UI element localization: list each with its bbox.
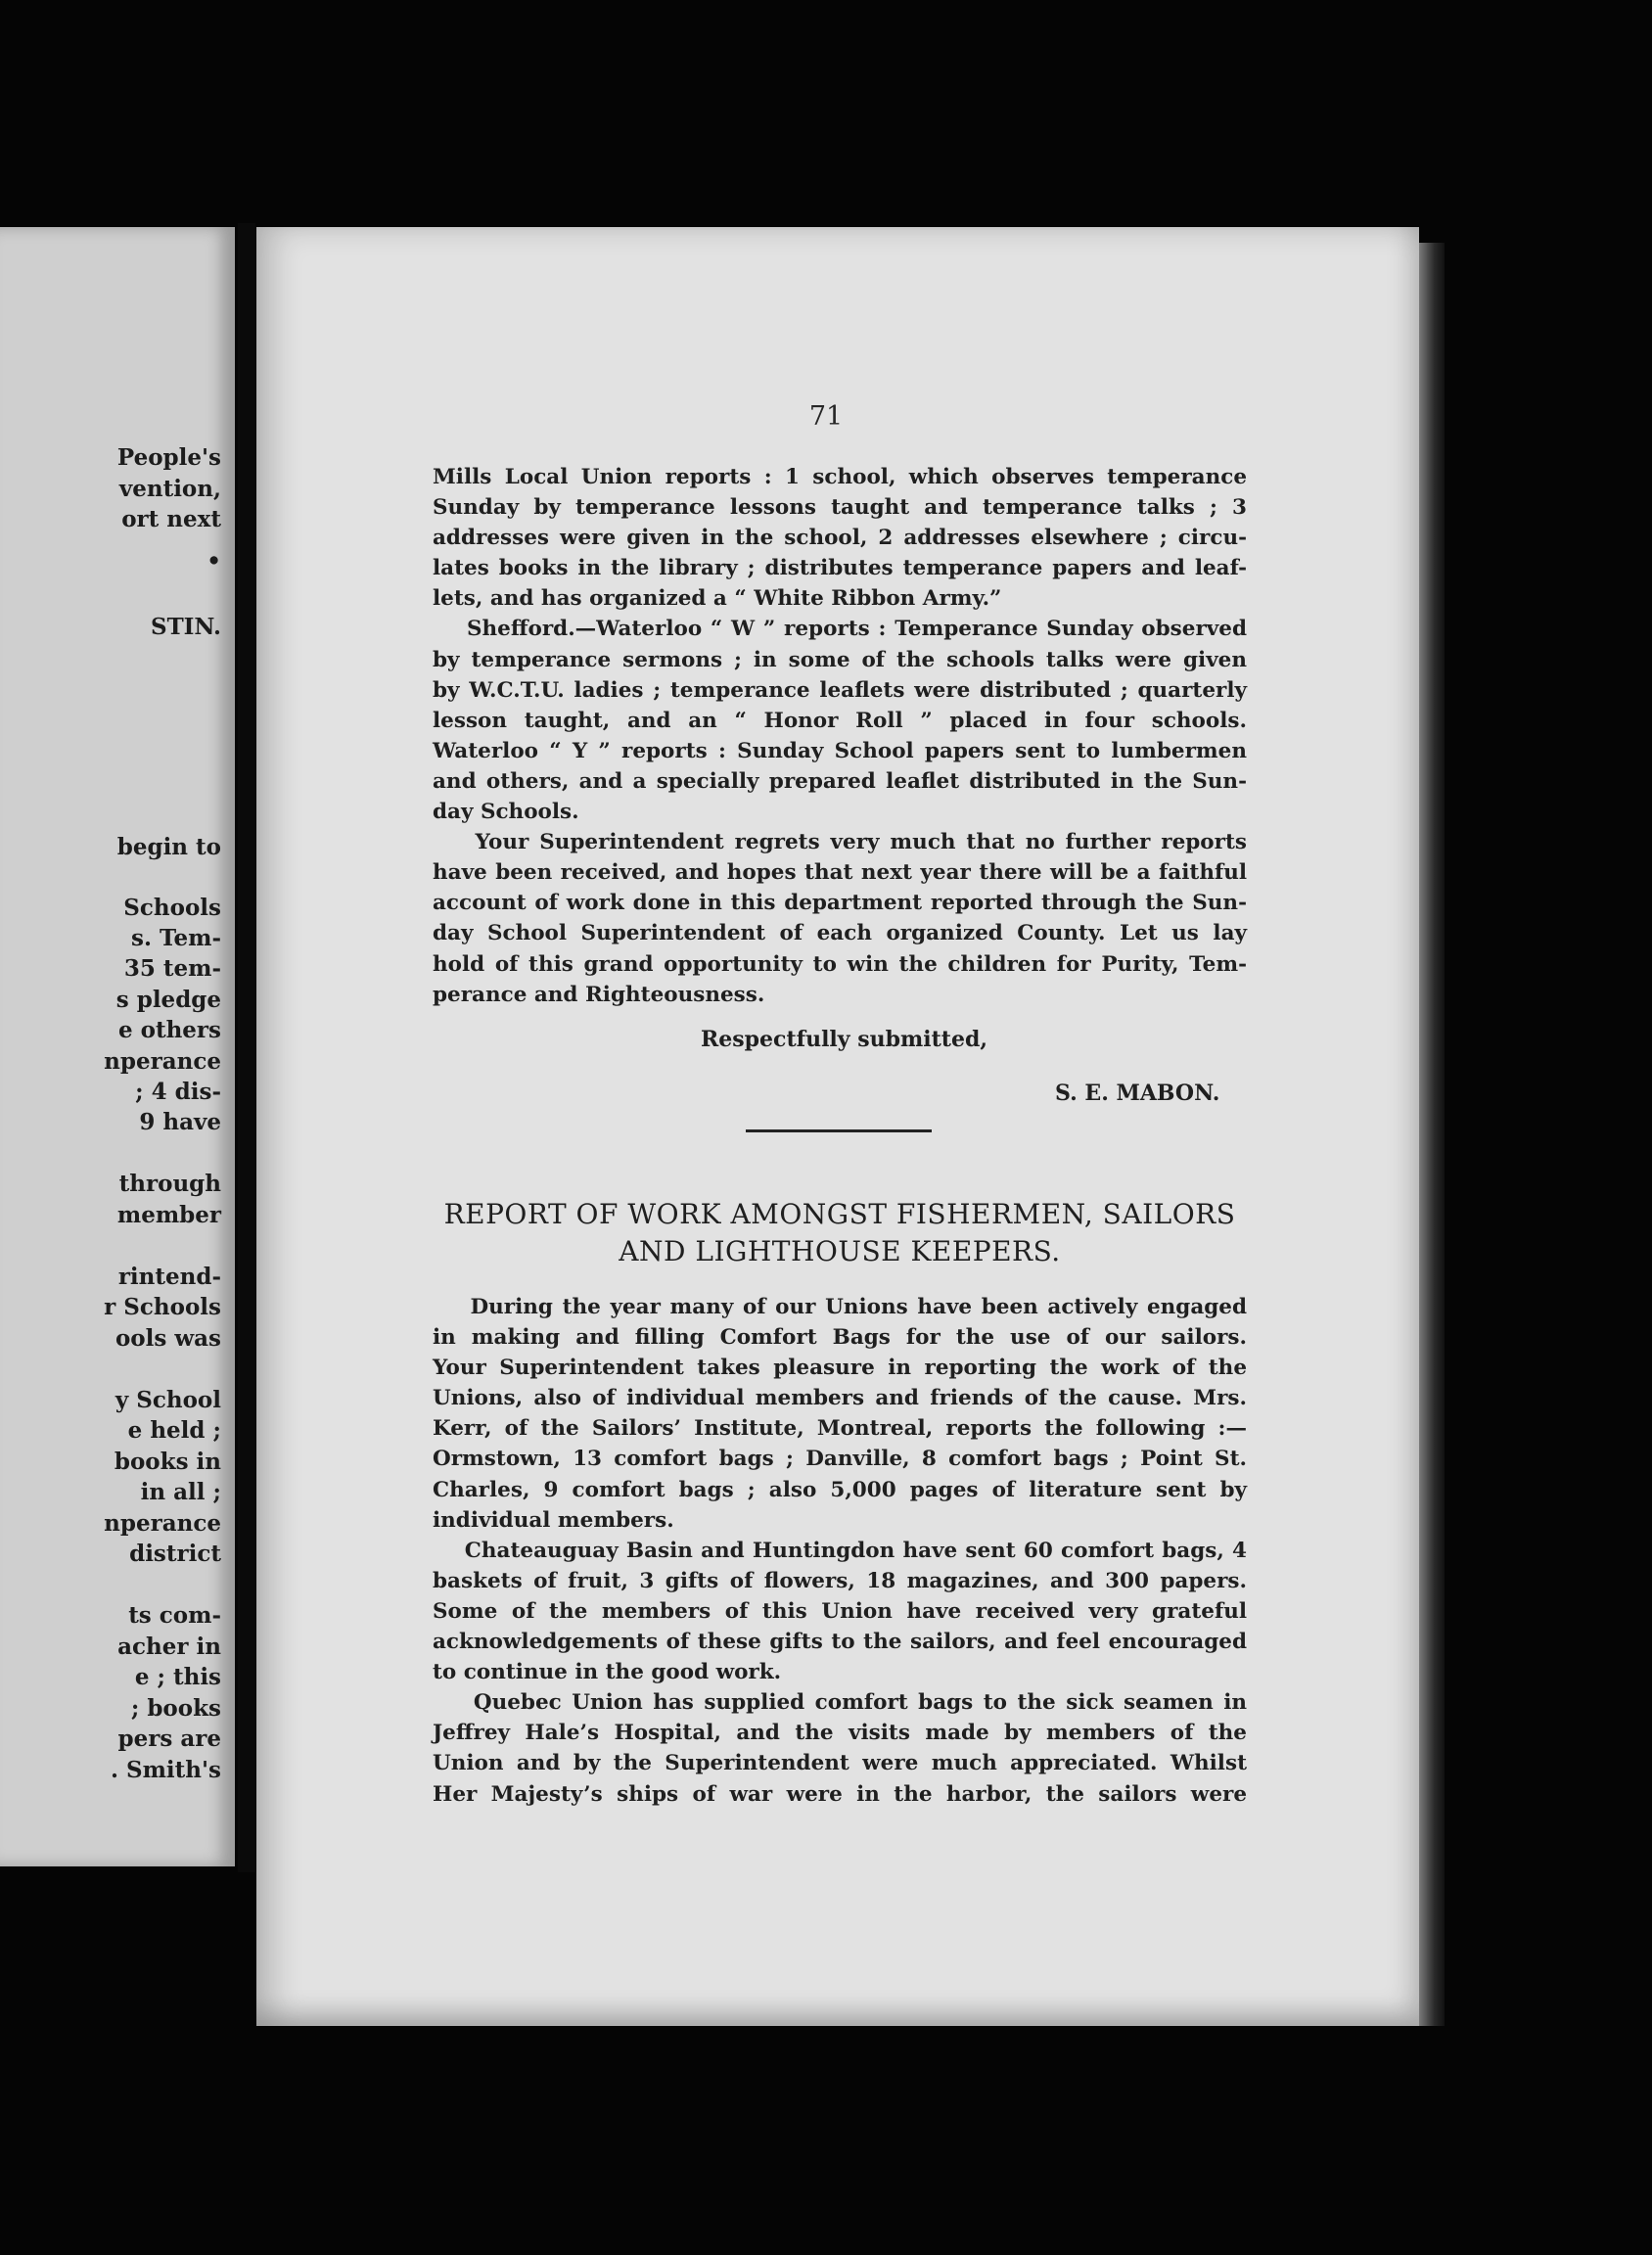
text-line: addresses were given in the school, 2 addresses elsewhere ; circu-: [433, 526, 1247, 551]
left-page-fragment: STIN.: [150, 614, 221, 640]
text-line: Charles, 9 comfort bags ; also 5,000 pages of literature sent by: [433, 1477, 1247, 1502]
text-line: Your Superintendent regrets very much that no further reports: [433, 830, 1247, 855]
text-line: hold of this grand opportunity to win the children for Purity, Tem-: [433, 951, 1247, 977]
left-page-fragment: in all ;: [140, 1479, 221, 1505]
left-page-fragment: ools was: [115, 1325, 221, 1352]
text-line: perance and Righteousness.: [433, 982, 765, 1007]
left-page-fragment: 35 tem-: [123, 955, 221, 982]
left-page-fragment: e ; this: [134, 1664, 221, 1690]
text-line: acknowledgements of these gifts to the sailors, and feel encouraged: [433, 1630, 1247, 1655]
respectfully-submitted: Respectfully submitted,: [701, 1027, 987, 1052]
left-page-fragment: begin to: [116, 834, 221, 860]
left-page-fragment: vention,: [118, 476, 221, 502]
left-page-fragment: nperance: [104, 1048, 221, 1075]
text-line: account of work done in this department reported through the Sun-: [433, 891, 1247, 916]
text-line: by W.C.T.U. ladies ; temperance leaflets were distributed ; quarterly: [433, 677, 1247, 703]
left-page-fragment: e held ;: [127, 1417, 221, 1444]
left-page-fragment: ; books: [130, 1695, 221, 1722]
left-page-fragment: y School: [115, 1387, 221, 1413]
left-page-fragment: through: [118, 1171, 221, 1197]
report-heading-line2: AND LIGHTHOUSE KEEPERS.: [619, 1235, 1061, 1267]
text-line: by temperance sermons ; in some of the schools talks were given: [433, 647, 1247, 672]
text-line: lates books in the library ; distributes temperance papers and leaf-: [433, 556, 1247, 581]
text-line: Sunday by temperance lessons taught and temperance talks ; 3: [433, 495, 1247, 521]
temperance-report-text: [433, 462, 1247, 1010]
left-page-fragment: r Schools: [104, 1294, 221, 1320]
left-page-fragment: s. Tem-: [131, 925, 221, 951]
left-page-fragment: •: [206, 548, 221, 575]
left-page-fragment: acher in: [117, 1634, 221, 1660]
text-line: Unions, also of individual members and friends of the cause. Mrs.: [433, 1386, 1247, 1411]
text-line: day School Superintendent of each organized County. Let us lay: [433, 921, 1247, 946]
report-heading-line1: REPORT OF WORK AMONGST FISHERMEN, SAILORS: [443, 1198, 1236, 1230]
left-page-fragment: pers are: [117, 1726, 221, 1752]
text-line: lesson taught, and an “ Honor Roll ” placed in four schools.: [433, 708, 1247, 733]
text-line: and others, and a specially prepared leaflet distributed in the Sun-: [433, 768, 1247, 794]
left-page-fragment: s pledge: [115, 987, 221, 1013]
text-line: During the year many of our Unions have been actively engaged: [433, 1295, 1247, 1319]
text-line: Union and by the Superintendent were much appreciated. Whilst: [433, 1751, 1247, 1776]
left-page-fragment: books in: [114, 1449, 221, 1475]
text-line: Ormstown, 13 comfort bags ; Danville, 8 comfort bags ; Point St.: [433, 1447, 1247, 1472]
left-page-fragment: . Smith's: [110, 1757, 221, 1783]
section-divider: [746, 1129, 932, 1132]
left-page-fragment: 9 have: [139, 1109, 221, 1135]
text-line: individual members.: [433, 1507, 674, 1533]
text-line: Some of the members of this Union have received very grateful: [433, 1598, 1247, 1624]
text-line: Her Majesty’s ships of war were in the harbor, the sailors were: [433, 1781, 1247, 1807]
left-page-fragment: district: [129, 1541, 221, 1567]
left-page-fragment: ts com-: [128, 1602, 221, 1629]
text-line: to continue in the good work.: [433, 1660, 782, 1685]
text-line: Your Superintendent takes pleasure in reporting the work of the: [433, 1356, 1247, 1381]
text-line: Shefford.—Waterloo “ W ” reports : Temperance Sunday observed: [433, 617, 1247, 642]
text-line: Kerr, of the Sailors’ Institute, Montreal, reports the following :—: [433, 1416, 1247, 1442]
fishermen-report-text: [433, 1292, 1247, 1810]
left-page: [0, 227, 235, 1866]
book-spine: [238, 223, 255, 1872]
text-line: day Schools.: [433, 800, 579, 825]
signature: S. E. MABON.: [1055, 1081, 1220, 1106]
text-line: in making and filling Comfort Bags for the use of our sailors.: [433, 1325, 1247, 1351]
left-page-fragment: rintend-: [117, 1264, 221, 1290]
text-line: Waterloo “ Y ” reports : Sunday School papers sent to lumbermen: [433, 738, 1247, 763]
left-page-fragment: member: [116, 1202, 221, 1228]
page-edge: [1419, 243, 1445, 2026]
text-line: lets, and has organized a “ White Ribbon Army.”: [433, 586, 1002, 612]
left-page-fragment: nperance: [104, 1510, 221, 1537]
text-line: Chateauguay Basin and Huntingdon have sent 60 comfort bags, 4: [433, 1538, 1247, 1563]
left-page-fragment: ort next: [121, 506, 221, 532]
text-line: have been received, and hopes that next year there will be a faithful: [433, 860, 1247, 886]
text-line: baskets of fruit, 3 gifts of flowers, 18 magazines, and 300 papers.: [433, 1568, 1247, 1593]
page-number: 71: [808, 401, 844, 432]
left-page-fragment: e others: [117, 1017, 221, 1043]
text-line: Quebec Union has supplied comfort bags to the sick seamen in: [433, 1690, 1247, 1716]
left-page-fragment: Schools: [123, 895, 221, 921]
text-line: Jeffrey Hale’s Hospital, and the visits made by members of the: [433, 1721, 1247, 1746]
text-line: Mills Local Union reports : 1 school, which observes temperance: [433, 465, 1247, 489]
left-page-fragment: People's: [116, 444, 221, 471]
left-page-fragment: ; 4 dis-: [135, 1079, 221, 1105]
